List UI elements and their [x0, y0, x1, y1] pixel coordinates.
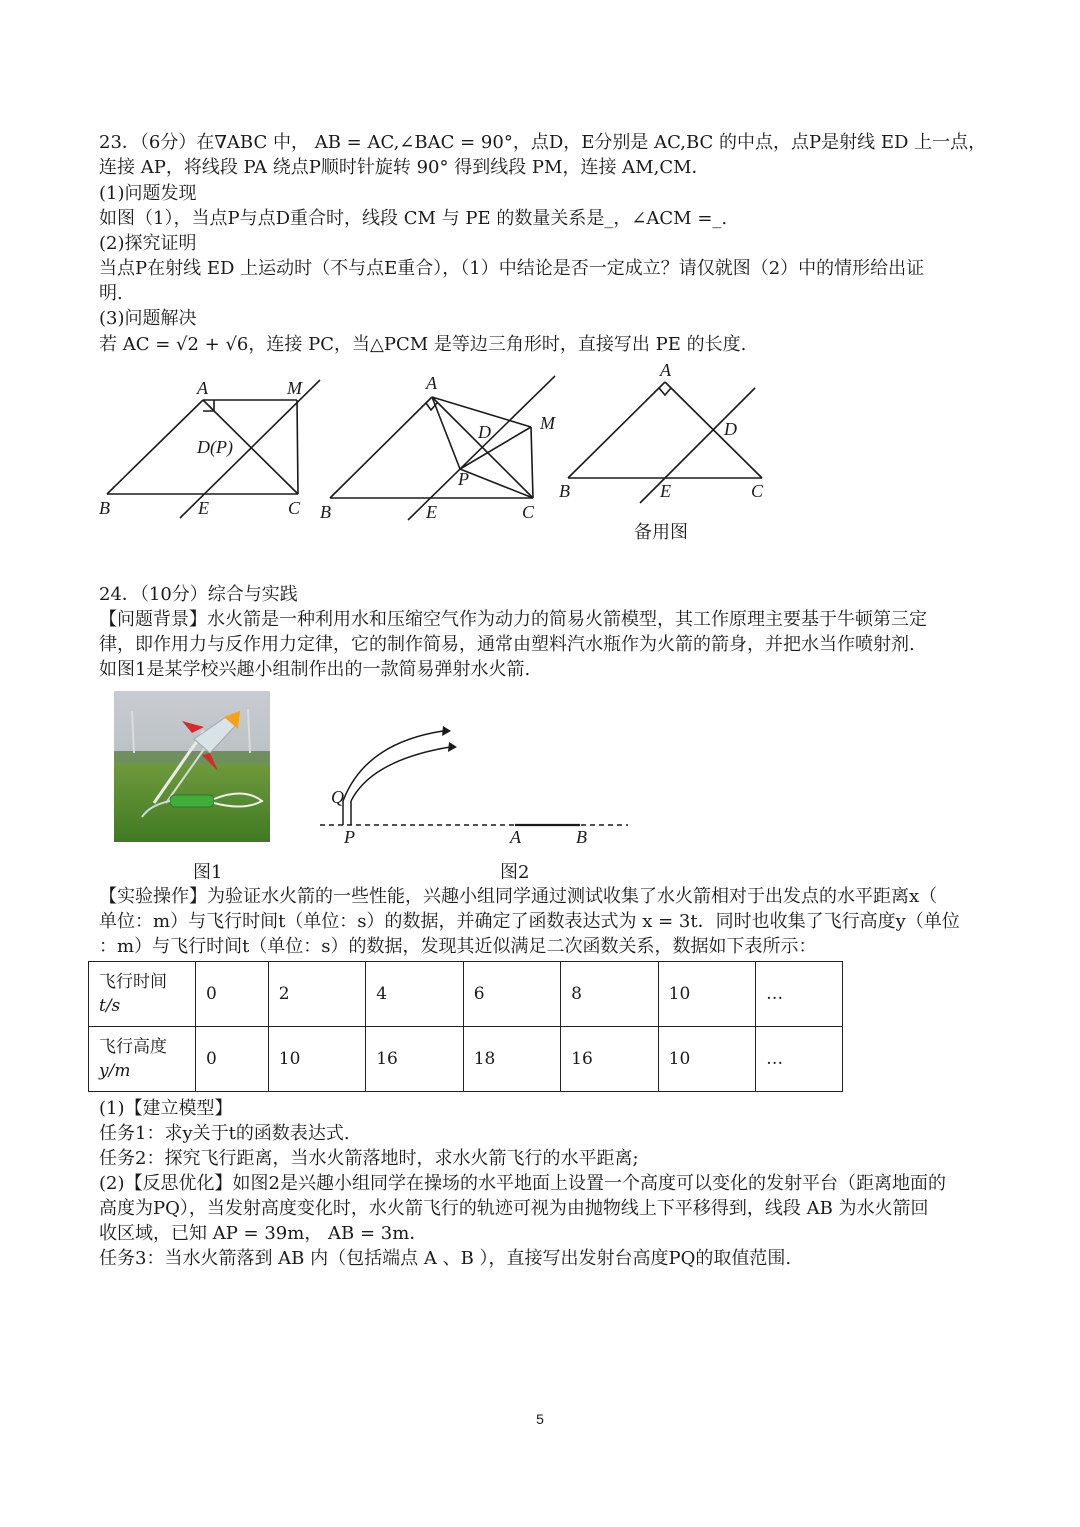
table-cell: 18: [463, 1027, 560, 1092]
q24-line-4: 如图1是某学校兴趣小组制作出的一款简易弹射水火箭.: [99, 659, 531, 680]
q24-line-12: 高度为PQ），当发射高度变化时，水火箭飞行的轨迹可视为由抛物线上下平移得到，线段 AB 为水火箭回: [99, 1198, 929, 1219]
q24-line-3: 律，即作用力与反作用力定律，它的制作简易，通常由塑料汽水瓶作为火箭的箭身，并把水当作喷射剂.: [99, 634, 915, 655]
q23-line-6: 当点P在射线 ED 上运动时（不与点E重合），（1）中结论是否一定成立？请仅就图（2）中的情形给出证: [99, 258, 925, 279]
fig2-label-p: P: [458, 469, 469, 489]
table-cell: 10: [268, 1027, 365, 1092]
arrowhead-icon: [442, 726, 451, 736]
row-header-label: 飞行高度: [99, 1037, 167, 1057]
table-header-cell: [89, 1027, 196, 1092]
q23-line-9: 若 AC = √2 + √6，连接 PC，当△PCM 是等边三角形时，直接写出 PE 的长度.: [99, 334, 747, 355]
q24-line-2: 【问题背景】水火箭是一种利用水和压缩空气作为动力的简易火箭模型，其工作原理主要基于牛顿第三定: [99, 609, 927, 630]
fig2-label-q: Q: [331, 787, 344, 807]
table-cell: …: [756, 962, 843, 1027]
q24-line-5: 【实验操作】为验证水火箭的一些性能，兴趣小组同学通过测试收集了水火箭相对于出发点的水平距离x（: [99, 886, 938, 907]
fig1-label-e: E: [198, 498, 209, 518]
pic2-caption: 图2: [500, 862, 530, 883]
table-cell: 16: [561, 1027, 658, 1092]
q24-line-11: (2)【反思优化】如图2是兴趣小组同学在操场的水平地面上设置一个高度可以变化的发射平台（距离地面的: [99, 1173, 946, 1194]
table-cell: 0: [196, 962, 269, 1027]
fig2-label-m: M: [540, 413, 555, 433]
table-cell: 10: [658, 962, 755, 1027]
q23-line-5: (2)探究证明: [99, 233, 197, 254]
geometry-figures: [0, 0, 1080, 560]
q23-line-4: 如图（1），当点P与点D重合时，线段 CM 与 PE 的数量关系是_，∠ACM =_.: [99, 208, 728, 229]
table-header-cell: [89, 962, 196, 1027]
pic1-caption: 图1: [193, 862, 223, 883]
fig2-label-a: A: [426, 373, 437, 393]
fig1-label-a: A: [197, 378, 208, 398]
q24-line-6: 单位：m）与飞行时间t（单位：s）的数据，并确定了函数表达式为 x = 3t．同时也收集了飞行高度y（单位: [99, 911, 960, 932]
table-cell: 6: [463, 962, 560, 1027]
fig2-label-p: P: [344, 827, 355, 847]
table-cell: …: [756, 1027, 843, 1092]
q23-line-7: 明.: [99, 283, 123, 304]
q24-line-7: ：m）与飞行时间t（单位：s）的数据，发现其近似满足二次函数关系，数据如下表所示：: [99, 936, 817, 957]
fig1-label-dp: D(P): [197, 437, 233, 457]
fig2-label-b: B: [576, 827, 587, 847]
q24-line-13: 收区域，已知 AP = 39m， AB = 3m．: [99, 1223, 428, 1244]
table-cell: 8: [561, 962, 658, 1027]
row-header-label: 飞行时间: [99, 972, 167, 992]
table-cell: 4: [366, 962, 463, 1027]
flight-data-table: [88, 961, 843, 1092]
q23-line-2: 连接 AP，将线段 PA 绕点P顺时针旋转 90° 得到线段 PM，连接 AM,CM．: [99, 157, 710, 178]
table-row: [89, 1027, 843, 1092]
fig2-label-d: D: [478, 422, 491, 442]
row-header-unit: t/s: [99, 996, 121, 1016]
fig3-label-e: E: [660, 481, 671, 501]
q23-line-1: 23．（6分）在∇ABC 中， AB = AC,∠BAC = 90°，点D，E分别是 AC,BC 的中点，点P是射线 ED 上一点，: [99, 132, 987, 153]
row-header-unit: y/m: [99, 1061, 131, 1081]
fig1-label-b: B: [99, 498, 110, 518]
page-number: 5: [536, 1411, 544, 1427]
q23-line-8: (3)问题解决: [99, 308, 197, 329]
fig3-label-c: C: [751, 481, 764, 501]
table-cell: 2: [268, 962, 365, 1027]
q24-line-14: 任务3：当水火箭落到 AB 内（包括端点 A 、B ），直接写出发射台高度PQ的取值范围.: [99, 1248, 792, 1269]
q24-line-9: 任务1：求y关于t的函数表达式.: [99, 1123, 350, 1144]
fig3-caption: 备用图: [634, 522, 688, 543]
q24-line-8: (1)【建立模型】: [99, 1098, 233, 1119]
table-cell: 16: [366, 1027, 463, 1092]
fig2-label-b: B: [320, 502, 331, 522]
arrowhead-icon: [448, 742, 457, 752]
fig3-label-b: B: [559, 481, 570, 501]
fig1-label-c: C: [288, 498, 301, 518]
q24-line-10: 任务2：探究飞行距离，当水火箭落地时，求水火箭飞行的水平距离;: [99, 1148, 639, 1169]
fig2-label-a: A: [510, 827, 521, 847]
fig2-label-c: C: [522, 502, 535, 522]
trajectory-diagram: [310, 715, 640, 855]
fig3-label-a: A: [660, 360, 671, 380]
table-cell: 10: [658, 1027, 755, 1092]
fig3-label-d: D: [724, 419, 737, 439]
table-row: [89, 962, 843, 1027]
water-rocket-photo: [114, 691, 270, 842]
q23-line-3: (1)问题发现: [99, 183, 197, 204]
fig2-label-e: E: [426, 502, 437, 522]
q24-line-1: 24．（10分）综合与实践: [99, 584, 298, 605]
fig1-label-m: M: [287, 378, 302, 398]
table-cell: 0: [196, 1027, 269, 1092]
